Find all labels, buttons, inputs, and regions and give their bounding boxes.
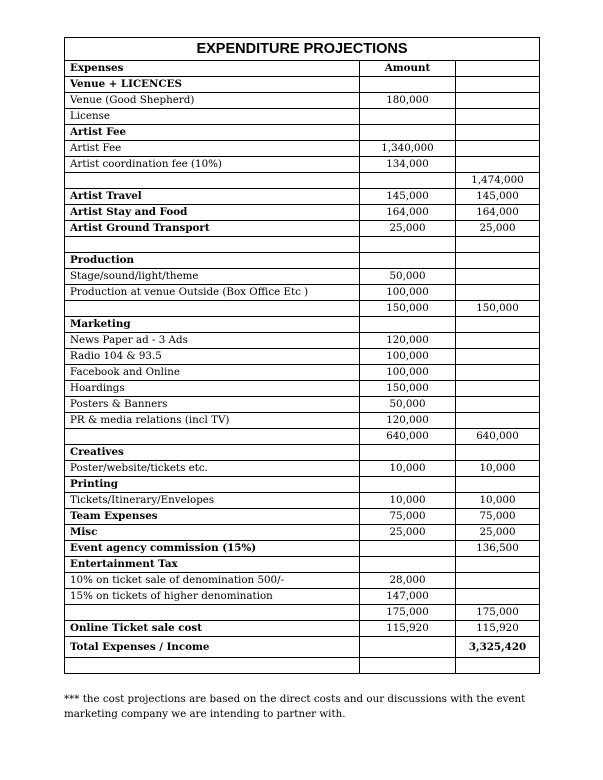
expense-amount xyxy=(360,445,456,461)
expense-label: Creatives xyxy=(65,445,360,461)
expense-amount xyxy=(360,173,456,189)
table-row xyxy=(65,317,539,333)
table-row xyxy=(65,349,539,365)
expense-label: PR & media relations (incl TV) xyxy=(65,413,360,429)
expense-amount: 100,000 xyxy=(360,365,456,381)
expense-total: 3,325,420 xyxy=(456,637,540,658)
expense-amount xyxy=(360,541,456,557)
expense-label: Event agency commission (15%) xyxy=(65,541,360,557)
table-row xyxy=(65,637,539,658)
table-row xyxy=(65,573,539,589)
expense-amount: 100,000 xyxy=(360,349,456,365)
expense-label: Posters & Banners xyxy=(65,397,360,413)
expense-label: Poster/website/tickets etc. xyxy=(65,461,360,477)
expense-label: Radio 104 & 93.5 xyxy=(65,349,360,365)
expense-total xyxy=(456,557,540,573)
expense-label: Artist Stay and Food xyxy=(65,205,360,221)
expense-amount xyxy=(360,109,456,125)
header-amount: Amount xyxy=(360,61,456,77)
expense-amount: 180,000 xyxy=(360,93,456,109)
table-row xyxy=(65,253,539,269)
table-row xyxy=(65,445,539,461)
table-row xyxy=(65,413,539,429)
expense-label: 15% on tickets of higher denomination xyxy=(65,589,360,605)
expense-amount: 120,000 xyxy=(360,333,456,349)
expense-total: 175,000 xyxy=(456,605,540,621)
expense-total xyxy=(456,397,540,413)
expenditure-table-container xyxy=(64,37,540,674)
expense-amount: 150,000 xyxy=(360,301,456,317)
expense-label xyxy=(65,173,360,189)
expense-total: 25,000 xyxy=(456,221,540,237)
expense-amount: 100,000 xyxy=(360,285,456,301)
expense-label xyxy=(65,301,360,317)
expense-total xyxy=(456,141,540,157)
expense-amount xyxy=(360,637,456,658)
table-row xyxy=(65,205,539,221)
expense-label: Printing xyxy=(65,477,360,493)
table-row xyxy=(65,333,539,349)
expense-label: Artist coordination fee (10%) xyxy=(65,157,360,173)
expense-label xyxy=(65,658,360,674)
expense-total xyxy=(456,157,540,173)
expense-label: Production xyxy=(65,253,360,269)
header-total xyxy=(456,61,540,77)
table-row xyxy=(65,221,539,237)
table-row xyxy=(65,381,539,397)
expense-amount: 25,000 xyxy=(360,525,456,541)
expense-amount: 115,920 xyxy=(360,621,456,637)
table-row xyxy=(65,109,539,125)
expense-total xyxy=(456,237,540,253)
expense-amount: 10,000 xyxy=(360,461,456,477)
expense-label: Hoardings xyxy=(65,381,360,397)
expense-label: 10% on ticket sale of denomination 500/- xyxy=(65,573,360,589)
expense-amount: 28,000 xyxy=(360,573,456,589)
expense-total xyxy=(456,589,540,605)
expense-label: Venue + LICENCES xyxy=(65,77,360,93)
expense-label: License xyxy=(65,109,360,125)
expense-label: Facebook and Online xyxy=(65,365,360,381)
expense-label: Production at venue Outside (Box Office Etc ) xyxy=(65,285,360,301)
expense-amount xyxy=(360,317,456,333)
expense-label: News Paper ad - 3 Ads xyxy=(65,333,360,349)
expense-amount: 10,000 xyxy=(360,493,456,509)
expense-total xyxy=(456,349,540,365)
expense-total xyxy=(456,317,540,333)
table-title: EXPENDITURE PROJECTIONS xyxy=(65,38,539,61)
expense-total: 75,000 xyxy=(456,509,540,525)
table-row xyxy=(65,397,539,413)
table-row xyxy=(65,125,539,141)
expense-label: Entertainment Tax xyxy=(65,557,360,573)
table-row xyxy=(65,461,539,477)
table-row xyxy=(65,157,539,173)
expense-amount xyxy=(360,658,456,674)
expense-total xyxy=(456,365,540,381)
expense-total xyxy=(456,333,540,349)
expense-amount: 75,000 xyxy=(360,509,456,525)
expense-amount: 164,000 xyxy=(360,205,456,221)
table-row xyxy=(65,589,539,605)
expense-amount: 150,000 xyxy=(360,381,456,397)
expense-label: Team Expenses xyxy=(65,509,360,525)
table-row xyxy=(65,557,539,573)
footnote: *** the cost projections are based on the direct costs and our discussions with the event marketing company we are intending to partner with. xyxy=(64,693,526,720)
table-row xyxy=(65,493,539,509)
expense-total xyxy=(456,269,540,285)
expense-total xyxy=(456,125,540,141)
table-row xyxy=(65,189,539,205)
table-row xyxy=(65,173,539,189)
expense-amount: 640,000 xyxy=(360,429,456,445)
expense-total xyxy=(456,658,540,674)
expense-label: Tickets/Itinerary/Envelopes xyxy=(65,493,360,509)
expense-label: Artist Travel xyxy=(65,189,360,205)
expense-amount xyxy=(360,253,456,269)
expense-amount: 134,000 xyxy=(360,157,456,173)
expense-total xyxy=(456,285,540,301)
table-row xyxy=(65,77,539,93)
expense-total xyxy=(456,93,540,109)
table-row xyxy=(65,269,539,285)
expense-total: 150,000 xyxy=(456,301,540,317)
expense-amount xyxy=(360,237,456,253)
expense-total xyxy=(456,381,540,397)
table-row xyxy=(65,658,539,674)
expense-label: Artist Fee xyxy=(65,125,360,141)
expense-total xyxy=(456,109,540,125)
expense-total xyxy=(456,477,540,493)
expense-total: 1,474,000 xyxy=(456,173,540,189)
table-row xyxy=(65,237,539,253)
expense-label xyxy=(65,429,360,445)
expense-amount xyxy=(360,557,456,573)
table-row xyxy=(65,621,539,637)
expense-amount: 50,000 xyxy=(360,397,456,413)
expense-amount: 1,340,000 xyxy=(360,141,456,157)
expense-total: 10,000 xyxy=(456,493,540,509)
table-row xyxy=(65,93,539,109)
table-row xyxy=(65,605,539,621)
expense-label: Online Ticket sale cost xyxy=(65,621,360,637)
expense-label xyxy=(65,605,360,621)
expense-label: Venue (Good Shepherd) xyxy=(65,93,360,109)
expense-amount: 145,000 xyxy=(360,189,456,205)
expense-amount xyxy=(360,125,456,141)
table-row xyxy=(65,509,539,525)
expense-amount: 120,000 xyxy=(360,413,456,429)
expense-label xyxy=(65,237,360,253)
expense-total xyxy=(456,77,540,93)
table-header-row xyxy=(65,61,539,77)
expense-total xyxy=(456,445,540,461)
expense-total: 145,000 xyxy=(456,189,540,205)
expense-total: 640,000 xyxy=(456,429,540,445)
expense-total xyxy=(456,413,540,429)
expense-total: 136,500 xyxy=(456,541,540,557)
expense-amount: 147,000 xyxy=(360,589,456,605)
table-row xyxy=(65,365,539,381)
expense-total xyxy=(456,253,540,269)
expense-total: 164,000 xyxy=(456,205,540,221)
expense-label: Misc xyxy=(65,525,360,541)
expense-total: 10,000 xyxy=(456,461,540,477)
expense-label: Total Expenses / Income xyxy=(65,637,360,658)
expense-amount xyxy=(360,477,456,493)
table-row xyxy=(65,525,539,541)
expenditure-table xyxy=(65,61,539,673)
expense-label: Marketing xyxy=(65,317,360,333)
expense-amount: 50,000 xyxy=(360,269,456,285)
expense-amount: 25,000 xyxy=(360,221,456,237)
table-row xyxy=(65,301,539,317)
table-row xyxy=(65,429,539,445)
table-row xyxy=(65,541,539,557)
expense-total xyxy=(456,573,540,589)
expense-amount: 175,000 xyxy=(360,605,456,621)
expense-amount xyxy=(360,77,456,93)
expense-label: Stage/sound/light/theme xyxy=(65,269,360,285)
table-row xyxy=(65,285,539,301)
expense-total: 25,000 xyxy=(456,525,540,541)
header-expenses: Expenses xyxy=(65,61,360,77)
expense-label: Artist Ground Transport xyxy=(65,221,360,237)
expense-total: 115,920 xyxy=(456,621,540,637)
expense-label: Artist Fee xyxy=(65,141,360,157)
table-row xyxy=(65,477,539,493)
table-row xyxy=(65,141,539,157)
